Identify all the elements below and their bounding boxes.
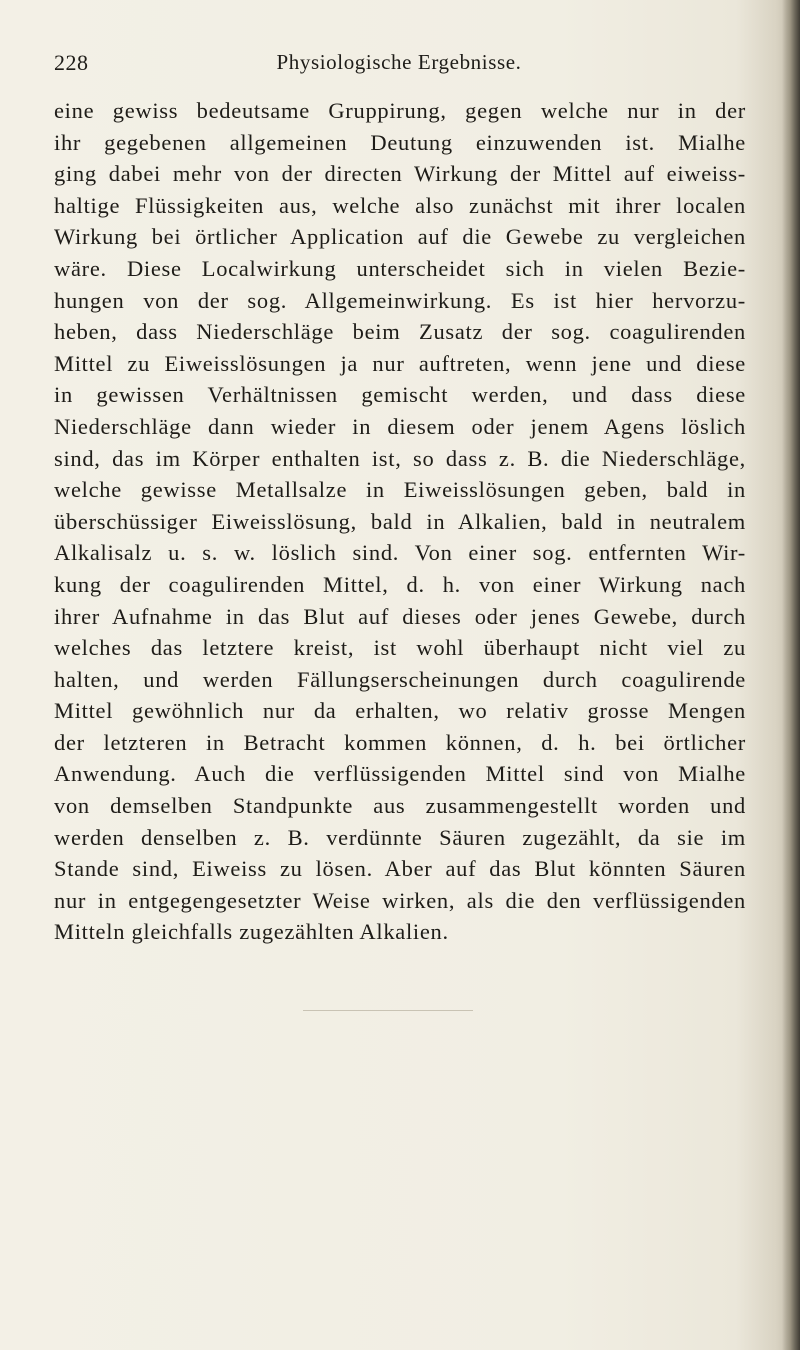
text-line: Stande sind, Eiweiss zu lösen. Aber auf das Blut könnten Säuren <box>54 856 746 882</box>
text-line: Mittel zu Eiweisslösungen ja nur auftreten, wenn jene und diese <box>54 350 746 376</box>
text-line: Mitteln gleichfalls zugezählten Alkalien. <box>54 919 449 945</box>
text-line: ihr gegebenen allgemeinen Deutung einzuwenden ist. Mialhe <box>54 129 746 155</box>
running-head <box>54 50 744 80</box>
text-line: von demselben Standpunkte aus zusammengestellt worden und <box>54 793 746 819</box>
page-number: 228 <box>54 50 89 75</box>
text-line: sind, das im Körper enthalten ist, so dass z. B. die Niederschläge, <box>54 445 746 471</box>
text-line: ging dabei mehr von der directen Wirkung der Mittel auf eiweiss- <box>54 161 746 187</box>
text-line: überschüssiger Eiweisslösung, bald in Alkalien, bald in neutralem <box>54 508 746 534</box>
text-line: Wirkung bei örtlicher Application auf die Gewebe zu vergleichen <box>54 224 746 250</box>
book-binding-shadow <box>782 0 800 1350</box>
text-line: Niederschläge dann wieder in diesem oder jenem Agens löslich <box>54 413 746 439</box>
text-line: Alkalisalz u. s. w. löslich sind. Von einer sog. entfernten Wir- <box>54 540 746 566</box>
text-line: hungen von der sog. Allgemeinwirkung. Es ist hier hervorzu- <box>54 287 746 313</box>
text-line: werden denselben z. B. verdünnte Säuren zugezählt, da sie im <box>54 824 746 850</box>
text-line: wäre. Diese Localwirkung unterscheidet sich in vielen Bezie- <box>54 255 746 281</box>
text-line: heben, dass Niederschläge beim Zusatz der sog. coagulirenden <box>54 319 746 345</box>
faint-print-mark <box>303 1010 473 1011</box>
body-paragraph <box>54 95 746 948</box>
text-line: kung der coagulirenden Mittel, d. h. von einer Wirkung nach <box>54 571 746 597</box>
text-line: nur in entgegengesetzter Weise wirken, als die den verflüssigenden <box>54 887 746 913</box>
text-line: der letzteren in Betracht kommen können, d. h. bei örtlicher <box>54 729 746 755</box>
text-line: Mittel gewöhnlich nur da erhalten, wo relativ grosse Mengen <box>54 698 746 724</box>
text-line: haltige Flüssigkeiten aus, welche also zunächst mit ihrer localen <box>54 192 746 218</box>
running-title: Physiologische Ergebnisse. <box>276 50 522 74</box>
text-line: eine gewiss bedeutsame Gruppirung, gegen welche nur in der <box>54 98 746 123</box>
text-line: Anwendung. Auch die verflüssigenden Mittel sind von Mialhe <box>54 761 746 787</box>
text-line: ihrer Aufnahme in das Blut auf dieses oder jenes Gewebe, durch <box>54 603 746 629</box>
text-line: welche gewisse Metallsalze in Eiweisslösungen geben, bald in <box>54 477 746 503</box>
text-line: welches das letztere kreist, ist wohl überhaupt nicht viel zu <box>54 635 746 661</box>
text-line: halten, und werden Fällungserscheinungen durch coagulirende <box>54 666 746 692</box>
text-line: in gewissen Verhältnissen gemischt werden, und dass diese <box>54 382 746 408</box>
